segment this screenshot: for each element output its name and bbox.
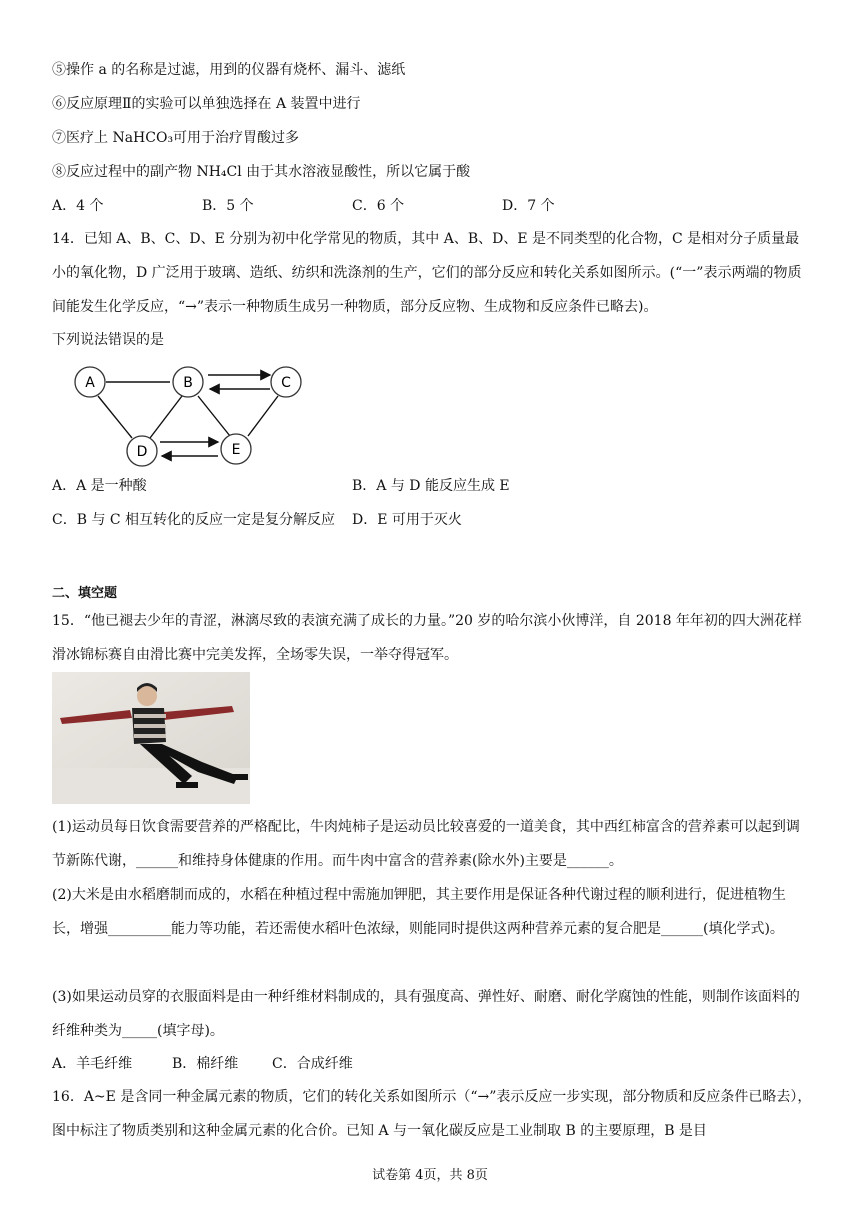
- q14-option-b: B．A 与 D 能反应生成 E: [352, 478, 510, 494]
- page-footer: 试卷第 4页，共 8页: [372, 1168, 488, 1183]
- node-c: [271, 367, 301, 397]
- edge-b-d: [150, 396, 182, 438]
- q15-part-1: (1)运动员每日饮食需要营养的严格配比，牛肉炖柿子是运动员比较喜爱的一道美食，其中西红柿富含的营养素可以起到调节新陈代谢，______和维持身体健康的作用。而牛肉中富含的营养素(除水外)主要是______。: [52, 819, 800, 869]
- statement-6: ⑥反应原理Ⅱ的实验可以单独选择在 A 装置中进行: [52, 96, 361, 112]
- q13-option-b: B．5 个: [202, 198, 254, 214]
- node-a: [75, 367, 105, 397]
- node-e: [221, 434, 251, 464]
- section-title: 二、填空题: [52, 586, 118, 601]
- q15-option-a: A．羊毛纤维: [52, 1056, 133, 1072]
- q15-option-c: C．合成纤维: [272, 1056, 353, 1072]
- statement-8: ⑧反应过程中的副产物 NH₄Cl 由于其水溶液显酸性，所以它属于酸: [52, 164, 471, 180]
- svg-text:E: E: [231, 442, 241, 458]
- q14-question: 下列说法错误的是: [52, 332, 164, 348]
- q14-option-a: A．A 是一种酸: [52, 478, 147, 494]
- q15-stem: 15．“他已褪去少年的青涩，淋漓尽致的表演充满了成长的力量。”20 岁的哈尔滨小伙博洋，自 2018 年年初的四大洲花样滑冰锦标赛自由滑比赛中完美发挥，全场零失误，一举夺得冠军。: [52, 613, 802, 663]
- statement-5: ⑤操作 a 的名称是过滤，用到的仪器有烧杯、漏斗、滤纸: [52, 62, 406, 78]
- q15-option-b: B．棉纤维: [172, 1056, 239, 1072]
- q15-part-2: (2)大米是由水稻磨制而成的，水稻在种植过程中需施加钾肥，其主要作用是保证各种代谢过程的顺利进行，促进植物生长，增强_________能力等功能，若还需使水稻叶色浓绿，则能同时提供这两种营养元素的复合肥是______(填化学式)。: [52, 887, 786, 937]
- q13-option-c: C．6 个: [352, 198, 405, 214]
- svg-text:C: C: [281, 375, 291, 391]
- svg-text:B: B: [183, 375, 193, 391]
- q13-option-a: A．4 个: [52, 198, 104, 214]
- skater-photo: [52, 672, 250, 804]
- svg-text:D: D: [136, 444, 148, 460]
- svg-text:A: A: [85, 375, 95, 391]
- q16-stem: 16．A~E 是含同一种金属元素的物质，它们的转化关系如图所示（“→”表示反应一步实现，部分物质和反应条件已略去），图中标注了物质类别和这种金属元素的化合价。已知 A 与一氧化碳反应是工业制取 B 的主要原理，B 是目: [52, 1089, 812, 1139]
- node-b: [173, 367, 203, 397]
- node-d: [127, 436, 157, 466]
- q14-option-d: D．E 可用于灭火: [352, 512, 462, 528]
- q14-option-c: C．B 与 C 相互转化的反应一定是复分解反应: [52, 512, 336, 528]
- q15-part-3: (3)如果运动员穿的衣服面料是由一种纤维材料制成的，具有强度高、弹性好、耐磨、耐化学腐蚀的性能，则制作该面料的纤维种类为_____(填字母)。: [52, 989, 800, 1039]
- q14-relation-diagram: [60, 360, 320, 470]
- edge-c-e: [248, 396, 278, 436]
- edge-a-d: [98, 396, 132, 438]
- q14-stem: 14．已知 A、B、C、D、E 分别为初中化学常见的物质，其中 A、B、D、E 是不同类型的化合物，C 是相对分子质量最小的氧化物，D 广泛用于玻璃、造纸、纺织和洗涤剂的生产，它们的部分反应和转化关系如图所示。(“一”表示两端的物质间能发生化学反应，“→”表示一种物质生成另一种物质，部分反应物、生成物和反应条件已略去)。: [52, 231, 802, 315]
- edge-b-e: [198, 396, 230, 436]
- q13-option-d: D．7 个: [502, 198, 555, 214]
- statement-7: ⑦医疗上 NaHCO₃可用于治疗胃酸过多: [52, 130, 300, 146]
